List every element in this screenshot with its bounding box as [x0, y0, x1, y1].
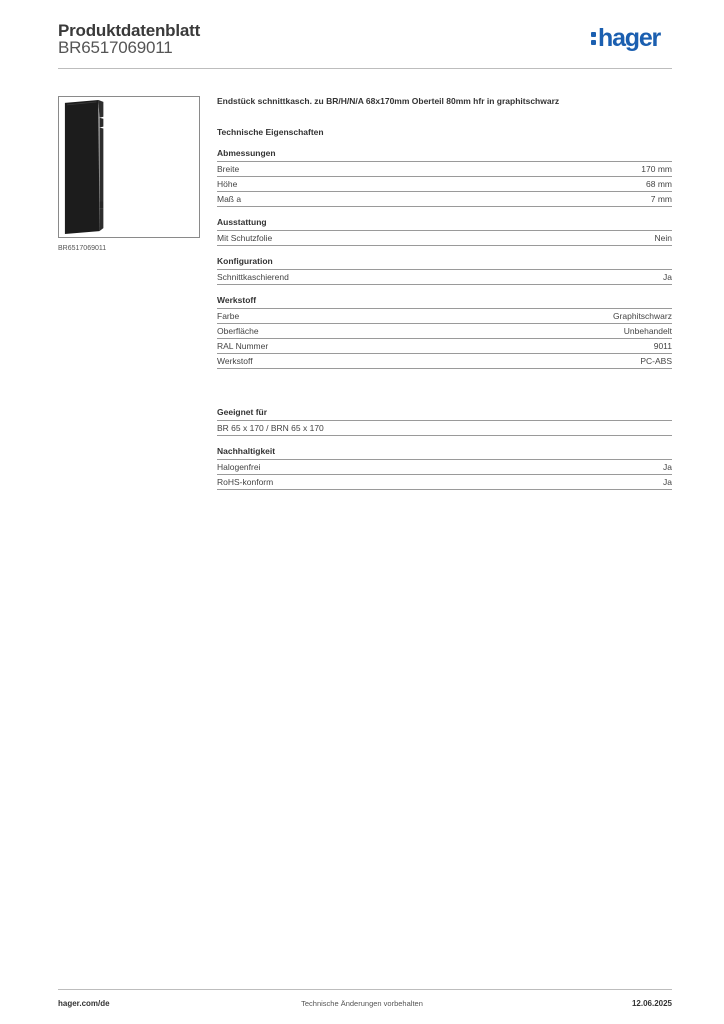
logo-dots-icon [591, 32, 597, 46]
section-title: Werkstoff [217, 295, 672, 309]
image-caption: BR6517069011 [58, 245, 107, 252]
row-value: PC-ABS [640, 356, 672, 366]
row-label: Farbe [217, 311, 240, 321]
product-image [58, 96, 200, 238]
row-label: BR 65 x 170 / BRN 65 x 170 [217, 423, 324, 433]
table-row [217, 339, 672, 354]
section-konfiguration [217, 256, 672, 285]
table-row [217, 309, 672, 324]
table-row [217, 475, 672, 490]
tech-properties-title: Technische Eigenschaften [217, 127, 324, 137]
section-title: Konfiguration [217, 256, 672, 270]
row-label: RAL Nummer [217, 341, 269, 351]
row-label: Mit Schutzfolie [217, 233, 273, 243]
row-label: RoHS-konform [217, 477, 274, 487]
section-title: Geeignet für [217, 407, 672, 421]
section-abmessungen [217, 148, 672, 207]
table-row [217, 421, 672, 436]
table-row [217, 192, 672, 207]
table-row [217, 460, 672, 475]
row-value: 170 mm [641, 164, 672, 174]
row-label: Schnittkaschierend [217, 272, 289, 282]
page-title: Produktdatenblatt [58, 21, 201, 40]
row-value: Ja [663, 462, 672, 472]
section-werkstoff [217, 295, 672, 369]
article-number: BR6517069011 [58, 38, 173, 57]
end-cap-product-icon [59, 97, 199, 237]
row-value: Nein [654, 233, 672, 243]
row-value: Ja [663, 477, 672, 487]
section-title: Abmessungen [217, 148, 672, 162]
row-label: Halogenfrei [217, 462, 261, 472]
hager-logo [591, 26, 660, 51]
row-label: Oberfläche [217, 326, 259, 336]
logo-text: hager [598, 24, 661, 52]
table-row [217, 231, 672, 246]
section-title: Nachhaltigkeit [217, 446, 672, 460]
row-label: Maß a [217, 194, 242, 204]
footer-website: hager.com/de [58, 999, 110, 1008]
section-title: Ausstattung [217, 217, 672, 231]
row-label: Werkstoff [217, 356, 253, 366]
table-row [217, 354, 672, 369]
section-nachhaltigkeit [217, 446, 672, 490]
header-divider [58, 68, 672, 69]
table-row [217, 162, 672, 177]
section-geeignet [217, 407, 672, 436]
row-label: Höhe [217, 179, 238, 189]
footer-note: Technische Änderungen vorbehalten [301, 999, 423, 1008]
content [217, 96, 672, 490]
product-description: Endstück schnittkasch. zu BR/H/N/A 68x170mm Oberteil 80mm hfr in graphitschwarz [217, 96, 560, 106]
row-value: 9011 [653, 341, 672, 351]
row-value: Ja [663, 272, 672, 282]
table-row [217, 270, 672, 285]
row-value: 7 mm [650, 194, 672, 204]
row-value: Unbehandelt [623, 326, 672, 336]
table-row [217, 177, 672, 192]
footer-divider [58, 989, 672, 990]
row-value: Graphitschwarz [612, 311, 672, 321]
footer-date: 12.06.2025 [631, 999, 672, 1008]
row-label: Breite [217, 164, 240, 174]
row-value: 68 mm [646, 179, 672, 189]
table-row [217, 324, 672, 339]
section-ausstattung [217, 217, 672, 246]
